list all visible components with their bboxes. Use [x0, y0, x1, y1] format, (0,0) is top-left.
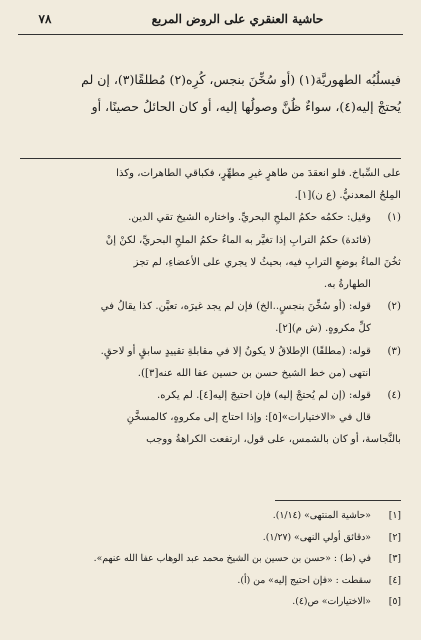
continuation-line: على السِّباخ. فلو انعقدَ من طاهرٍ غيرِ مطهِّرٍ، فكباقي الطاهرات، وكذا — [116, 168, 401, 179]
note-line: كلِّ مكروهٍ. (ش م)[٢]. — [275, 323, 371, 335]
footnote-item — [20, 527, 401, 549]
footnote-text: في (ط) : «حسن بن حسين بن الشيخ محمد عبد الوهاب عفا الله عنهم». — [93, 553, 371, 564]
note-line: بالنَّجاسة، أو كان بالشمس، على قول، ارتفعت الكراهةُ ووجب — [146, 434, 401, 446]
page-number: ٧٨ — [38, 12, 52, 26]
note-number: (١) — [387, 212, 401, 224]
footnote-number: [٣] — [388, 553, 401, 564]
note-line: (فائدة) حكمُ الترابِ إذا تغيَّر به الماءُ حكمُ الملحِ البحريِّ، لكنْ إنْ — [105, 234, 371, 246]
note-line: قوله: (أو سُخِّنَ بنجسٍ..الخ) فإن لم يجد غيرَه، تعيَّن. كذا يقالُ في — [100, 301, 371, 313]
header-rule — [18, 34, 403, 35]
page-header — [18, 8, 403, 30]
footnote-number: [٥] — [388, 596, 401, 607]
note-number: (٤) — [387, 390, 401, 402]
footnote-number: [٢] — [388, 531, 401, 543]
note-line: قال في «الاختيارات»[٥]: وإذا احتاج إلى مكروهٍ، كالمسخَّنِ — [126, 412, 371, 424]
footnote-number: [١] — [388, 510, 401, 521]
footnote-item — [20, 548, 401, 570]
main-text-divider — [20, 158, 401, 159]
note-item — [20, 341, 401, 385]
footnote-text: سقطت : «فإن احتيج إليه» من (أ). — [237, 574, 371, 586]
main-line: فيسلُبُه الطهوريَّة(١) (أو سُخِّنَ بنجس، كُرِه(٢) مُطلقًا(٣)، إن لم — [81, 72, 401, 87]
footnote-text: «الاختيارات» ص(٤). — [292, 596, 371, 607]
footnote-item — [20, 505, 401, 527]
main-text — [20, 66, 401, 120]
continuation-line: المِلحُ المعدنيُّ. (ع ن)[١]. — [294, 190, 401, 202]
note-item — [20, 296, 401, 318]
footnote-item — [20, 570, 401, 592]
note-line: انتهى (من خط الشيخ حسن بن حسين عفا الله عنه[٣]). — [137, 367, 371, 379]
commentary-notes — [20, 163, 401, 452]
footnote-text: «دقائق أولي النهى» (١/٢٧). — [262, 531, 371, 543]
footnote-divider — [275, 500, 401, 501]
main-line: يُحتجْ إليه(٤)، سواءٌ ظُنَّ وصولُها إليه، أو كان الحائلُ حصينًا، أو — [91, 99, 401, 114]
note-item — [20, 207, 401, 251]
note-line: الطهارةُ به. — [323, 279, 371, 291]
note-line: ثخُنَ الماءُ بوضعِ الترابِ فيه، بحيثُ لا يجري على الأعضاءِ، لم تجز — [133, 256, 401, 268]
footnote-number: [٤] — [388, 574, 401, 586]
note-line: قوله: (إن لم يُحتجْ إليه) فإن احتيجَ إليه[٤]. لم يكره. — [157, 390, 371, 402]
note-line: وقيل: حكمُه حكمُ الملحِ البحريِّ. واختاره الشيخ تقي الدين. — [128, 212, 371, 224]
running-title: حاشية العنقري على الروض المربع — [151, 12, 324, 26]
note-item — [20, 385, 401, 407]
footnotes — [20, 505, 401, 613]
note-number: (٢) — [387, 301, 401, 313]
note-line: قوله: (مطلقًا) الإطلاقُ لا يكونُ إلا في مقابلةِ تقييدٍ سابقٍ أو لاحقٍ. — [100, 345, 371, 357]
note-number: (٣) — [387, 345, 401, 357]
footnote-item — [20, 591, 401, 613]
footnote-text: «حاشية المنتهى» (١/١٤). — [272, 510, 371, 521]
